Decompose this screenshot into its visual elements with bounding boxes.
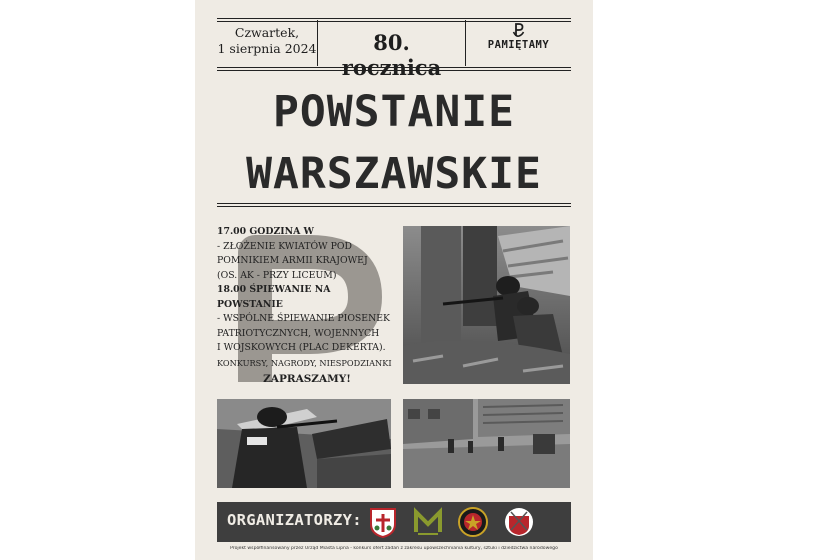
- masthead-top-rule: [217, 18, 571, 19]
- invitation: ZAPRASZAMY!: [263, 373, 351, 385]
- culture-center-logo-icon: [412, 506, 444, 538]
- military-badge-icon: [457, 506, 489, 538]
- program-item-1: (OS. AK - PRZY LICEUM): [217, 269, 337, 281]
- organizers-bar: [217, 502, 571, 542]
- headline-line-2: WARSZAWSKIE: [246, 149, 542, 199]
- headline-line-1: POWSTANIE: [273, 87, 515, 137]
- weekday: Czwartek,: [234, 25, 300, 40]
- organizers-label: ORGANIZATORZY:: [227, 511, 362, 529]
- remember-block: [466, 22, 571, 51]
- headline-rule: [217, 203, 571, 204]
- remember-text: PAMIĘTAMY: [487, 39, 550, 51]
- photo-insurgents-rubble: [403, 226, 570, 384]
- program-item-2: I WOJSKOWYCH (PLAC DEKERTA).: [217, 342, 386, 353]
- program-item-1: - ZŁOŻENIE KWIATÓW POD: [217, 240, 352, 252]
- program-extras: KONKURSY, NAGRODY, NIESPODZIANKI: [217, 357, 392, 368]
- program-time-1: 17.00 GODZINA W: [217, 226, 314, 237]
- event-date: [217, 25, 317, 57]
- association-crest-icon: [503, 506, 535, 538]
- masthead-divider: [317, 20, 318, 66]
- masthead-bottom-rule: [217, 67, 571, 68]
- program-item-1: POMNIKIEM ARMII KRAJOWEJ: [217, 255, 368, 266]
- program-item-2: PATRIOTYCZNYCH, WOJENNYCH: [217, 327, 380, 339]
- photo-street-scene: [403, 399, 570, 488]
- funding-note: Projekt współfinansowany przez Urząd Miasta Lipna - konkurs ofert zadań z zakresu upowszechniania kultury, sztuki i dziedzictwa narodowego: [230, 546, 558, 551]
- kotwica-anchor-icon: [511, 22, 527, 38]
- program-time-2: 18.00 ŚPIEWANIE NA POWSTANIE: [217, 284, 331, 310]
- program-item-2: - WSPÓLNE ŚPIEWANIE PIOSENEK: [217, 313, 390, 324]
- anniversary-label: 80. rocznica: [341, 30, 442, 80]
- masthead: [217, 18, 571, 80]
- event-program: [217, 225, 397, 387]
- poster: [195, 0, 593, 560]
- photo-soldier-helmet: [217, 399, 391, 488]
- masthead-bottom-rule-inner: [217, 70, 571, 71]
- town-crest-icon: [367, 506, 399, 538]
- date-text: 1 sierpnia 2024: [217, 41, 317, 56]
- headline-rule-inner: [217, 206, 571, 207]
